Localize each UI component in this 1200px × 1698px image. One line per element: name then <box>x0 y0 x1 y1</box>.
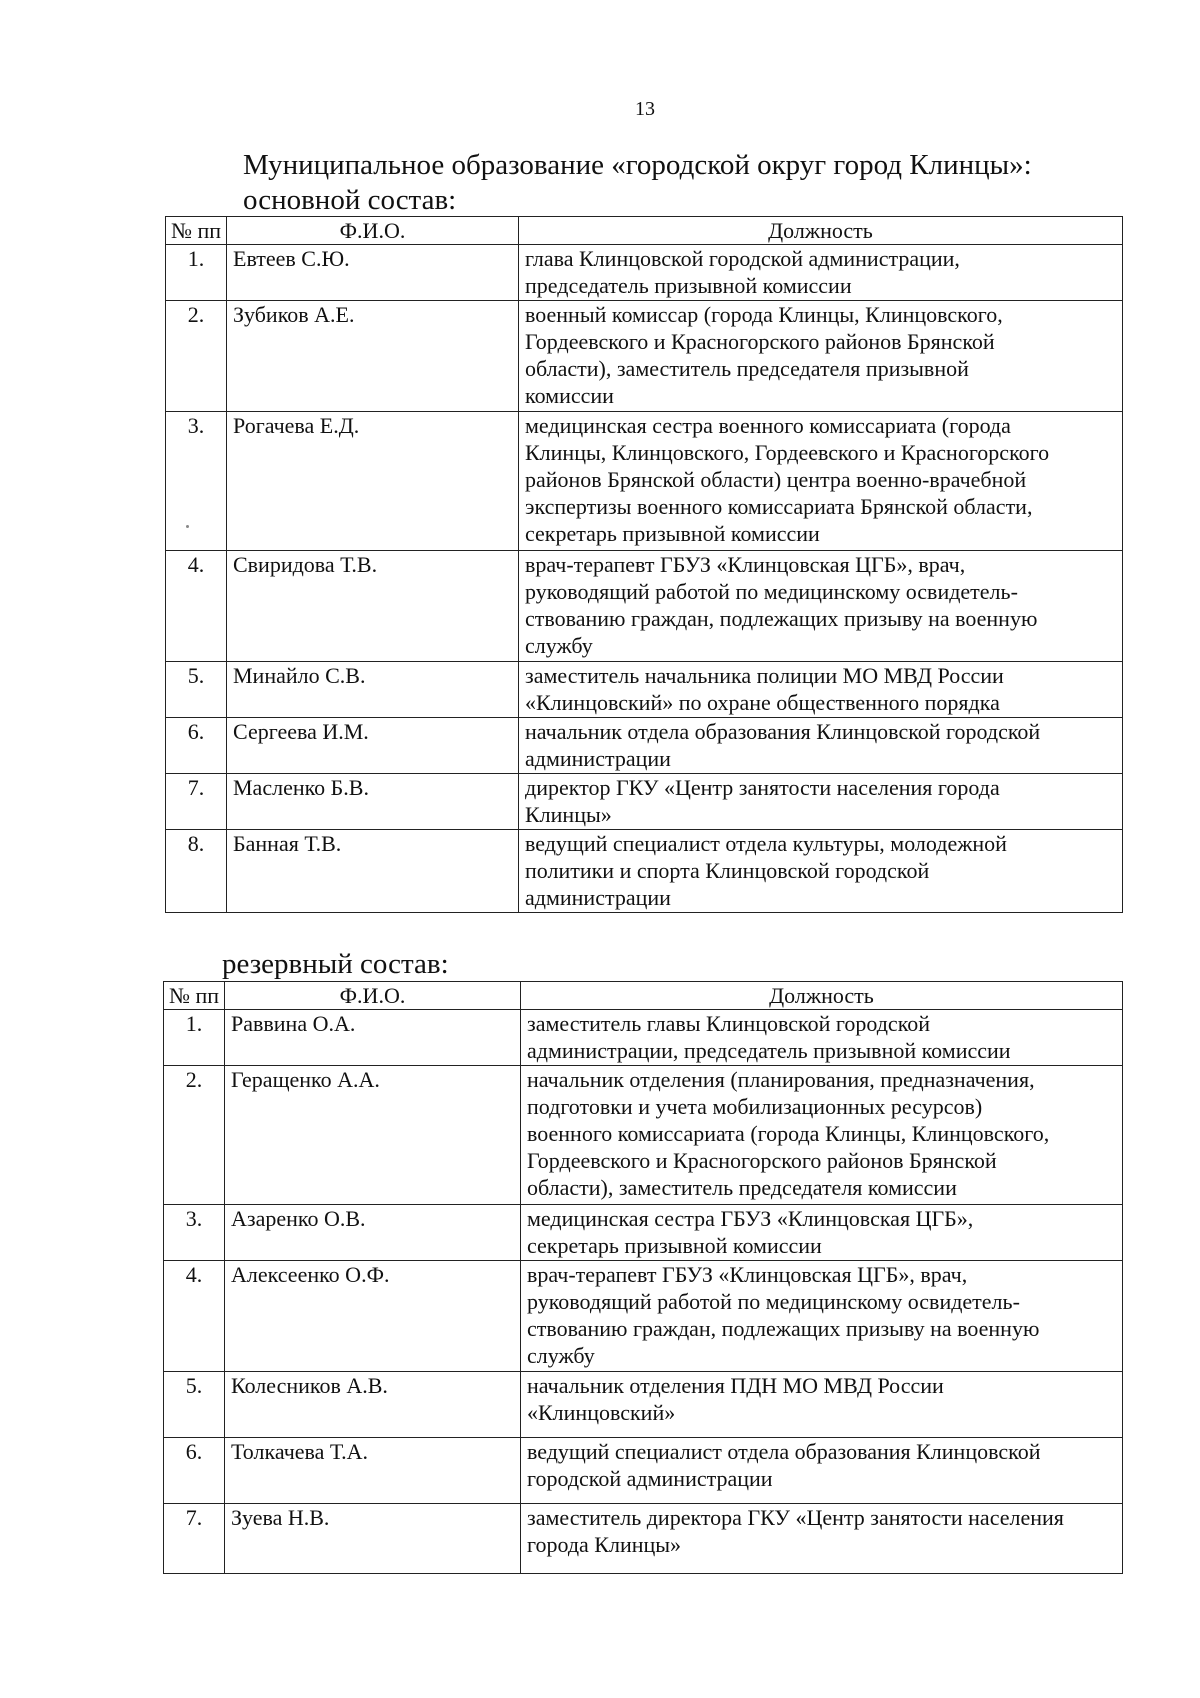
table-row <box>166 718 1123 774</box>
member-position <box>521 1504 1123 1574</box>
scan-speck <box>186 525 189 528</box>
member-name: Рогачева Е.Д. <box>227 412 519 551</box>
table-header-row <box>166 217 1123 245</box>
column-header-name: Ф.И.О. <box>225 982 521 1010</box>
table-row <box>166 412 1123 551</box>
member-position <box>521 1010 1123 1066</box>
member-name: Алексеенко О.Ф. <box>225 1261 521 1372</box>
position-line: Клинцы, Клинцовского, Гордеевского и Красногорского <box>525 440 1050 465</box>
member-name: Банная Т.В. <box>227 830 519 913</box>
member-name: Зуева Н.В. <box>225 1504 521 1574</box>
row-number: 2. <box>164 1066 225 1205</box>
position-line: начальник отдела образования Клинцовской городской <box>525 719 1041 744</box>
row-number: 4. <box>164 1261 225 1372</box>
column-header-number: № пп <box>164 982 225 1010</box>
member-name: Свиридова Т.В. <box>227 551 519 662</box>
reserve-composition-label: резервный состав: <box>222 948 449 980</box>
position-line: секретарь призывной комиссии <box>527 1233 822 1258</box>
table-row <box>164 1066 1123 1205</box>
member-position <box>519 412 1123 551</box>
table-row <box>166 551 1123 662</box>
main-composition-label: основной состав: <box>243 184 457 216</box>
position-line: секретарь призывной комиссии <box>525 521 820 546</box>
position-line: Гордеевского и Красногорского районов Брянской <box>525 329 995 354</box>
position-line: заместитель главы Клинцовской городской <box>527 1011 931 1036</box>
position-line: заместитель директора ГКУ «Центр занятости населения <box>527 1505 1064 1530</box>
table-row <box>164 1010 1123 1066</box>
position-line: комиссии <box>525 383 614 408</box>
row-number: 7. <box>166 774 227 830</box>
member-position <box>521 1372 1123 1438</box>
row-number: 3. <box>166 412 227 551</box>
position-line: Гордеевского и Красногорского районов Брянской <box>527 1148 997 1173</box>
position-line: «Клинцовский» по охране общественного порядка <box>525 690 1000 715</box>
position-line: глава Клинцовской городской администрации, <box>525 246 960 271</box>
position-line: «Клинцовский» <box>527 1400 676 1425</box>
table-row <box>166 774 1123 830</box>
position-line: начальник отделения (планирования, предназначения, <box>527 1067 1035 1092</box>
member-position <box>521 1261 1123 1372</box>
position-line: политики и спорта Клинцовской городской <box>525 858 930 883</box>
page-number: 13 <box>635 98 655 120</box>
row-number: 1. <box>164 1010 225 1066</box>
position-line: области), заместитель председателя призывной <box>525 356 969 381</box>
member-name: Геращенко А.А. <box>225 1066 521 1205</box>
member-position <box>519 551 1123 662</box>
position-line: города Клинцы» <box>527 1532 682 1557</box>
table-row <box>164 1504 1123 1574</box>
member-position <box>519 301 1123 412</box>
position-line: районов Брянской области) центра военно-врачебной <box>525 467 1027 492</box>
table-row <box>166 662 1123 718</box>
table-header-row <box>164 982 1123 1010</box>
member-position <box>521 1066 1123 1205</box>
main-table-body <box>166 245 1123 913</box>
position-line: военный комиссар (города Клинцы, Клинцовского, <box>525 302 1003 327</box>
member-name: Толкачева Т.А. <box>225 1438 521 1504</box>
table-row <box>166 301 1123 412</box>
member-position <box>519 662 1123 718</box>
member-name: Минайло С.В. <box>227 662 519 718</box>
position-line: службу <box>525 633 593 658</box>
position-line: ведущий специалист отдела образования Клинцовской <box>527 1439 1041 1464</box>
position-line: руководящий работой по медицинскому освидетель- <box>527 1289 1020 1314</box>
column-header-name: Ф.И.О. <box>227 217 519 245</box>
table-row <box>164 1261 1123 1372</box>
member-name: Раввина О.А. <box>225 1010 521 1066</box>
position-line: службу <box>527 1343 595 1368</box>
table-row <box>166 830 1123 913</box>
position-line: экспертизы военного комиссариата Брянской области, <box>525 494 1033 519</box>
row-number: 5. <box>166 662 227 718</box>
row-number: 8. <box>166 830 227 913</box>
position-line: медицинская сестра ГБУЗ «Клинцовская ЦГБ», <box>527 1206 974 1231</box>
member-position <box>521 1205 1123 1261</box>
column-header-position: Должность <box>519 217 1123 245</box>
position-line: ствованию граждан, подлежащих призыву на военную <box>525 606 1038 631</box>
row-number: 6. <box>166 718 227 774</box>
position-line: администрации <box>525 885 671 910</box>
member-name: Сергеева И.М. <box>227 718 519 774</box>
position-line: руководящий работой по медицинскому освидетель- <box>525 579 1018 604</box>
table-row <box>166 245 1123 301</box>
row-number: 2. <box>166 301 227 412</box>
position-line: области), заместитель председателя комиссии <box>527 1175 957 1200</box>
table-row <box>164 1205 1123 1261</box>
position-line: медицинская сестра военного комиссариата (города <box>525 413 1011 438</box>
row-number: 5. <box>164 1372 225 1438</box>
member-name: Зубиков А.Е. <box>227 301 519 412</box>
position-line: директор ГКУ «Центр занятости населения города <box>525 775 1000 800</box>
main-composition-table <box>165 216 1123 913</box>
member-name: Азаренко О.В. <box>225 1205 521 1261</box>
row-number: 4. <box>166 551 227 662</box>
position-line: врач-терапевт ГБУЗ «Клинцовская ЦГБ», врач, <box>525 552 966 577</box>
member-position <box>521 1438 1123 1504</box>
position-line: администрации <box>525 746 671 771</box>
row-number: 1. <box>166 245 227 301</box>
position-line: ствованию граждан, подлежащих призыву на военную <box>527 1316 1040 1341</box>
row-number: 7. <box>164 1504 225 1574</box>
member-position <box>519 774 1123 830</box>
position-line: начальник отделения ПДН МО МВД России <box>527 1373 944 1398</box>
document-heading: Муниципальное образование «городской округ город Клинцы»: <box>243 149 1032 181</box>
column-header-number: № пп <box>166 217 227 245</box>
reserve-composition-table <box>163 981 1123 1574</box>
position-line: городской администрации <box>527 1466 773 1491</box>
member-position <box>519 718 1123 774</box>
position-line: военного комиссариата (города Клинцы, Клинцовского, <box>527 1121 1050 1146</box>
reserve-table-body <box>164 1010 1123 1574</box>
member-position <box>519 830 1123 913</box>
position-line: Клинцы» <box>525 802 612 827</box>
row-number: 3. <box>164 1205 225 1261</box>
column-header-position: Должность <box>521 982 1123 1010</box>
position-line: администрации, председатель призывной комиссии <box>527 1038 1011 1063</box>
table-row <box>164 1438 1123 1504</box>
member-name: Масленко Б.В. <box>227 774 519 830</box>
member-position <box>519 245 1123 301</box>
member-name: Колесников А.В. <box>225 1372 521 1438</box>
table-row <box>164 1372 1123 1438</box>
position-line: врач-терапевт ГБУЗ «Клинцовская ЦГБ», врач, <box>527 1262 968 1287</box>
member-name: Евтеев С.Ю. <box>227 245 519 301</box>
position-line: ведущий специалист отдела культуры, молодежной <box>525 831 1007 856</box>
position-line: заместитель начальника полиции МО МВД России <box>525 663 1004 688</box>
position-line: председатель призывной комиссии <box>525 273 852 298</box>
row-number: 6. <box>164 1438 225 1504</box>
position-line: подготовки и учета мобилизационных ресурсов) <box>527 1094 983 1119</box>
